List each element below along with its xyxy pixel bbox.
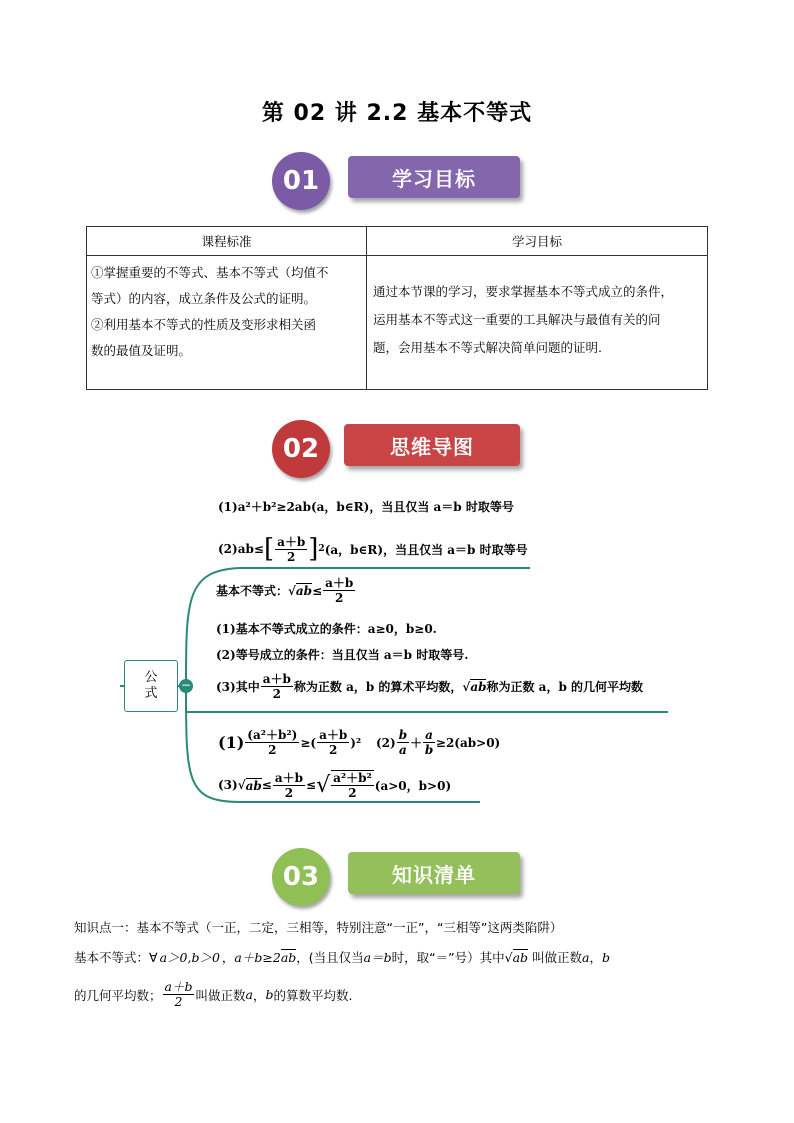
- line-2-root-2: ab: [512, 950, 529, 965]
- section-header-02: [270, 418, 530, 480]
- line-2-middle-2: 时，取“＝”号）其中: [391, 950, 505, 965]
- knowledge-line-2: 基本不等式：∀ a＞0,b＞0 ， a＋b≥2 ab ，(当且仅当 a＝b 时，取“＝”号）其中 √ ab 叫做正数 a ， b: [74, 949, 611, 965]
- fraction-numerator: a²＋b²: [333, 771, 372, 785]
- section-title-02: 思维导图: [344, 424, 520, 466]
- inequality-1: (1) $\frac{\text{(a²＋b²)}}{2}$ ≥( $\frac{a+b}{2}$ )²: [218, 728, 362, 757]
- line-2-var-a: a: [582, 949, 590, 965]
- fraction-denominator: 2: [335, 591, 344, 605]
- inequality-2-rhs: ≥2(ab>0): [435, 735, 501, 750]
- section-header-01: [270, 150, 530, 212]
- fraction-numerator: a＋b: [277, 534, 306, 549]
- condition-3: [216, 672, 643, 701]
- objectives-table: [86, 226, 708, 390]
- standard-cell: [87, 256, 367, 390]
- basic-root: ab: [295, 584, 313, 598]
- section-number-01: 01: [272, 152, 330, 210]
- section-title-01: 学习目标: [348, 156, 520, 198]
- fraction-denominator: 2: [348, 786, 357, 800]
- fraction-denominator: 2: [272, 687, 281, 701]
- formula-2-fraction: [275, 535, 307, 564]
- knowledge-point-1: 知识点一：基本不等式（一正，二定，三相等，特别注意“一正”，“三相等”这两类陷阱）: [74, 920, 563, 935]
- inequality-1-fraction: [245, 728, 299, 757]
- goal-cell: [367, 256, 708, 390]
- condition-3-root: ab: [470, 680, 487, 694]
- bracket-right-icon: ]: [308, 534, 319, 564]
- inequality-3-rhs-fraction: [331, 770, 374, 800]
- line-2-var-b: b: [602, 949, 611, 965]
- fraction-denominator: 2: [284, 785, 294, 800]
- condition-3-fraction: [261, 672, 293, 701]
- sqrt-icon: √: [462, 679, 471, 694]
- goal-line: 题，会用基本不等式解决简单问题的证明.: [373, 340, 602, 355]
- fraction-numerator: a＋b: [319, 728, 348, 742]
- table-header-standard: 课程标准: [87, 227, 367, 256]
- knowledge-line-3: 的几何平均数； $\frac{a+b}{2}$ 叫做正数 a ， b 的算数平均数.: [74, 979, 353, 1009]
- condition-3-middle: 称为正数 a，b 的算术平均数，: [293, 680, 463, 694]
- sqrt-icon: √: [288, 583, 296, 598]
- line-2-suffix: 叫做正数: [532, 950, 583, 965]
- inequality-3-condition: (a>0，b>0): [374, 778, 452, 793]
- formula-1: (1)a²＋b²≥2ab(a，b∈R)，当且仅当 a＝b 时取等号: [218, 500, 514, 514]
- table-header-goal: 学习目标: [367, 227, 708, 256]
- condition-1: (1)基本不等式成立的条件：a≥0，b≥0.: [216, 622, 437, 636]
- line-2-condition: a＞0,b＞0: [159, 950, 220, 965]
- line-3-var-a: a: [245, 987, 253, 1002]
- condition-2: (2)等号成立的条件：当且仅当 a＝b 时取等号.: [216, 648, 469, 662]
- inequality-2: (2) $\frac{b}{a}$ ＋ $\frac{a}{b}$ ≥2(ab>0): [376, 728, 501, 757]
- formula-2-condition: (a，b∈R)，当且仅当 a＝b 时取等号: [324, 542, 528, 557]
- inequality-3-fraction: [273, 771, 305, 800]
- mind-map-root: [124, 660, 178, 712]
- line-2-middle: ，(当且仅当: [296, 950, 364, 965]
- fraction-denominator: 2: [287, 549, 296, 564]
- line-3-prefix: 的几何平均数；: [74, 987, 162, 1003]
- inequality-1-close: )²: [350, 735, 362, 750]
- fraction-numerator: (a²＋b²): [247, 728, 298, 742]
- fraction-denominator: 2: [174, 994, 183, 1009]
- fraction-denominator: 2: [268, 743, 277, 757]
- standard-line: 等式）的内容，成立条件及公式的证明。: [91, 291, 317, 306]
- sqrt-icon: √: [316, 772, 331, 798]
- fraction-numerator: a＋b: [274, 770, 304, 785]
- goal-line: 通过本节课的学习，要求掌握基本不等式成立的条件，: [373, 284, 674, 299]
- standard-line: ②利用基本不等式的性质及变形求相关函: [91, 317, 317, 332]
- inequality-1-sign: ≥(: [300, 735, 317, 750]
- section-title-03: 知识清单: [348, 852, 520, 894]
- condition-3-prefix: (3)其中: [216, 680, 260, 694]
- fraction-numerator: a＋b: [325, 576, 354, 590]
- root-label: 公式: [144, 670, 158, 701]
- page-title: 第 02 讲 2.2 基本不等式: [261, 101, 533, 126]
- section-number-03: 03: [272, 848, 330, 906]
- inequality-2-prefix: (2): [376, 735, 396, 750]
- line-2-root: ab: [280, 950, 297, 965]
- standard-line: ①掌握重要的不等式、基本不等式（均值不: [91, 265, 329, 280]
- line-3-middle: 叫做正数: [195, 987, 246, 1003]
- line-3-suffix: 的算数平均数.: [273, 987, 353, 1003]
- inequality-1-rhs-fraction: [317, 728, 349, 757]
- basic-label: 基本不等式：: [216, 584, 289, 598]
- standard-line: 数的最值及证明。: [91, 343, 192, 358]
- inequality-3: (3) √ ab ≤ $\frac{a+b}{2}$ ≤ √ $\frac{\text{a²＋b²}}{2}$ (a>0，b>0): [218, 770, 452, 800]
- inequality-3-root: ab: [245, 778, 262, 793]
- formula-2-lhs: (2)ab≤: [218, 542, 264, 556]
- bracket-left-icon: [: [263, 534, 275, 564]
- inequality-3-prefix: (3): [218, 778, 238, 792]
- collapse-icon[interactable]: −: [180, 678, 192, 692]
- section-header-03: [270, 846, 530, 908]
- goal-line: 运用基本不等式这一重要的工具解决与最值有关的问: [373, 312, 661, 327]
- fraction-numerator: a＋b: [262, 672, 291, 686]
- fraction-denominator: 2: [328, 743, 338, 757]
- line-3-fraction: [163, 980, 195, 1009]
- condition-3-suffix: 称为正数 a，b 的几何平均数: [486, 680, 644, 694]
- line-2-equality: a＝b: [363, 950, 392, 965]
- sqrt-icon: √: [237, 778, 246, 792]
- formula-2: [218, 534, 528, 564]
- line-2-prefix: 基本不等式：∀: [74, 950, 158, 965]
- square-exponent: 2: [318, 544, 325, 554]
- section-number-02: 02: [272, 420, 330, 478]
- fraction-numerator: a＋b: [164, 979, 193, 994]
- line-3-var-b: b: [265, 987, 274, 1002]
- basic-inequality: 基本不等式： √ ab ≤ $\frac{a+b}{2}$: [216, 576, 354, 605]
- basic-fraction: [323, 576, 355, 605]
- line-2-inequality: a＋b≥2: [234, 950, 281, 965]
- mind-map: [0, 490, 794, 820]
